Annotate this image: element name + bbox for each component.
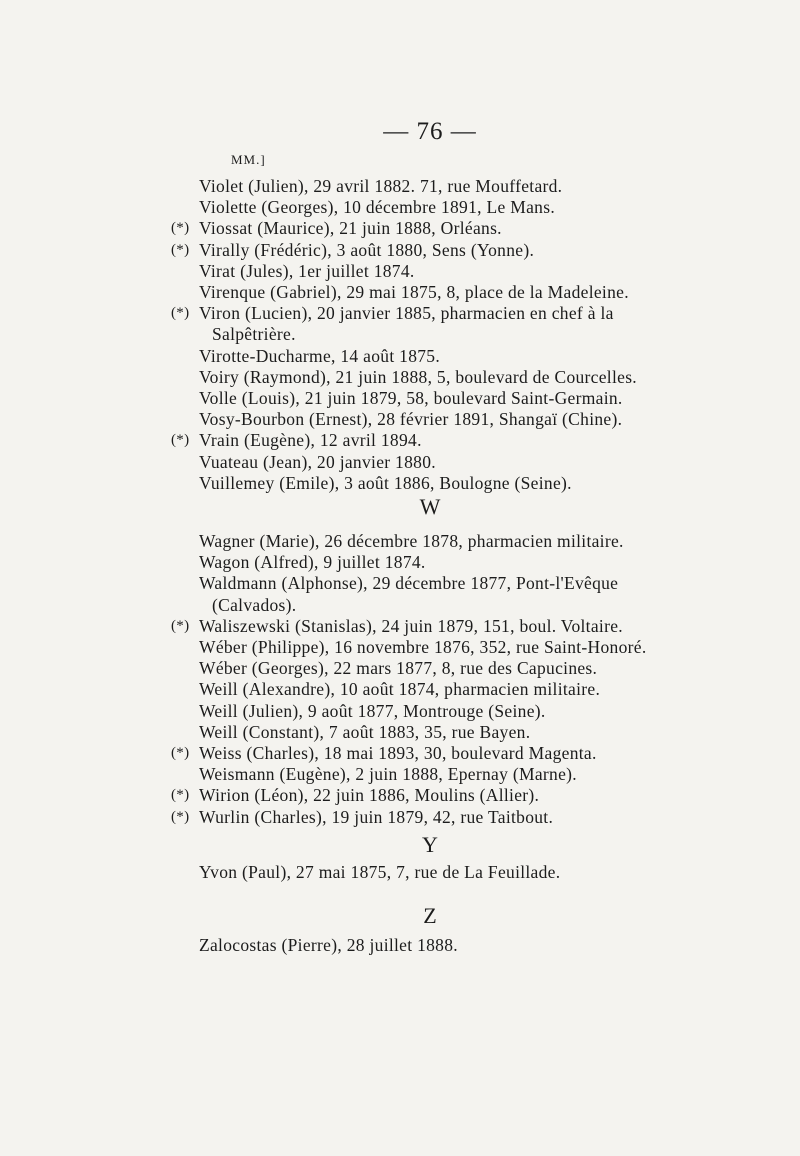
entry-line [171,615,739,637]
entry-line [171,806,739,828]
entry-line [199,387,739,409]
entry-text: Violet (Julien), 29 avril 1882. 71, rue Mouffetard. [199,176,563,196]
entry-line [199,366,739,388]
entry-line [171,784,739,806]
entry-line [199,721,739,743]
asterisk-marker: (*) [171,617,190,634]
entry-continuation [212,594,752,616]
entry-line [171,302,739,324]
entry-line [199,175,739,197]
asterisk-marker: (*) [171,241,190,258]
entry-text: Vrain (Eugène), 12 avril 1894. [199,430,422,451]
entry-line [199,408,739,430]
entry-continuation [212,323,752,345]
entry-line [171,742,739,764]
entry-text: Vosy-Bourbon (Ernest), 28 février 1891, Shangaï (Chine). [199,409,623,430]
entry-text: Virat (Jules), 1er juillet 1874. [199,260,415,281]
asterisk-marker: (*) [171,220,190,237]
entry-line [199,678,739,700]
entry-text: Virenque (Gabriel), 29 mai 1875, 8, place de la Madeleine. [199,282,629,302]
asterisk-marker: (*) [171,305,190,322]
entry-text: Weiss (Charles), 18 mai 1893, 30, boulevard Magenta. [199,743,597,763]
entry-text: Violette (Georges), 10 décembre 1891, Le Mans. [199,197,555,218]
entry-text: Waldmann (Alphonse), 29 décembre 1877, Pont-l'Evêque [199,573,619,594]
section-letter-y: Y [422,832,438,857]
entry-text: Yvon (Paul), 27 mai 1875, 7, rue de La Feuillade. [199,862,561,882]
entry-line [199,934,739,956]
entry-line [199,196,739,218]
entry-line [171,239,739,261]
section-letter-z: Z [423,903,437,928]
asterisk-marker: (*) [171,787,190,804]
page-number: — 76 — [383,118,477,145]
entry-line [199,551,739,573]
entry-line [199,572,739,594]
entry-text: Viron (Lucien), 20 janvier 1885, pharmacien en chef à la [199,303,614,324]
entry-text: Wagner (Marie), 26 décembre 1878, pharmacien militaire. [199,531,624,551]
entry-text: Wéber (Philippe), 16 novembre 1876, 352, rue Saint-Honoré. [199,637,647,657]
entry-text: Virally (Frédéric), 3 août 1880, Sens (Yonne). [199,239,535,260]
entry-line [199,657,739,679]
mm-heading: MM.] [231,152,266,167]
entry-line [199,281,739,303]
entry-text: Vuillemey (Emile), 3 août 1886, Boulogne (Seine). [199,472,572,493]
entry-line [171,429,739,451]
entry-line [199,861,739,883]
entry-line [199,763,739,785]
entry-text: Zalocostas (Pierre), 28 juillet 1888. [199,935,458,955]
asterisk-marker: (*) [171,808,190,825]
entry-text: Vuateau (Jean), 20 janvier 1880. [199,451,436,472]
entry-text: Voiry (Raymond), 21 juin 1888, 5, boulevard de Courcelles. [199,366,637,387]
entry-line [171,217,739,239]
entry-text: Wéber (Georges), 22 mars 1877, 8, rue des Capucines. [199,658,598,679]
asterisk-marker: (*) [171,432,190,449]
asterisk-marker: (*) [171,745,190,761]
entry-line [199,700,739,722]
entry-text: Waliszewski (Stanislas), 24 juin 1879, 151, boul. Voltaire. [199,615,623,636]
section-letter-w: W [419,494,441,519]
entry-line [199,260,739,282]
entry-text: Weismann (Eugène), 2 juin 1888, Epernay (Marne). [199,764,577,785]
entry-text: Volle (Louis), 21 juin 1879, 58, boulevard Saint-Germain. [199,388,623,408]
entry-text: Weill (Constant), 7 août 1883, 35, rue Bayen. [199,721,531,742]
entry-line [199,636,739,658]
entry-text: Salpêtrière. [212,324,296,345]
entry-line [199,530,739,552]
entry-text: Wirion (Léon), 22 juin 1886, Moulins (Allier). [199,785,540,806]
entry-text: Virotte-Ducharme, 14 août 1875. [199,345,441,366]
entry-text: Wurlin (Charles), 19 juin 1879, 42, rue Taitbout. [199,806,554,827]
entry-line [199,472,739,494]
entry-text: (Calvados). [212,594,297,615]
entry-line [199,345,739,367]
entry-text: Viossat (Maurice), 21 juin 1888, Orléans. [199,218,502,239]
entry-text: Wagon (Alfred), 9 juillet 1874. [199,552,426,573]
entry-line [199,451,739,473]
entry-text: Weill (Alexandre), 10 août 1874, pharmacien militaire. [199,679,601,700]
entry-text: Weill (Julien), 9 août 1877, Montrouge (Seine). [199,700,546,721]
